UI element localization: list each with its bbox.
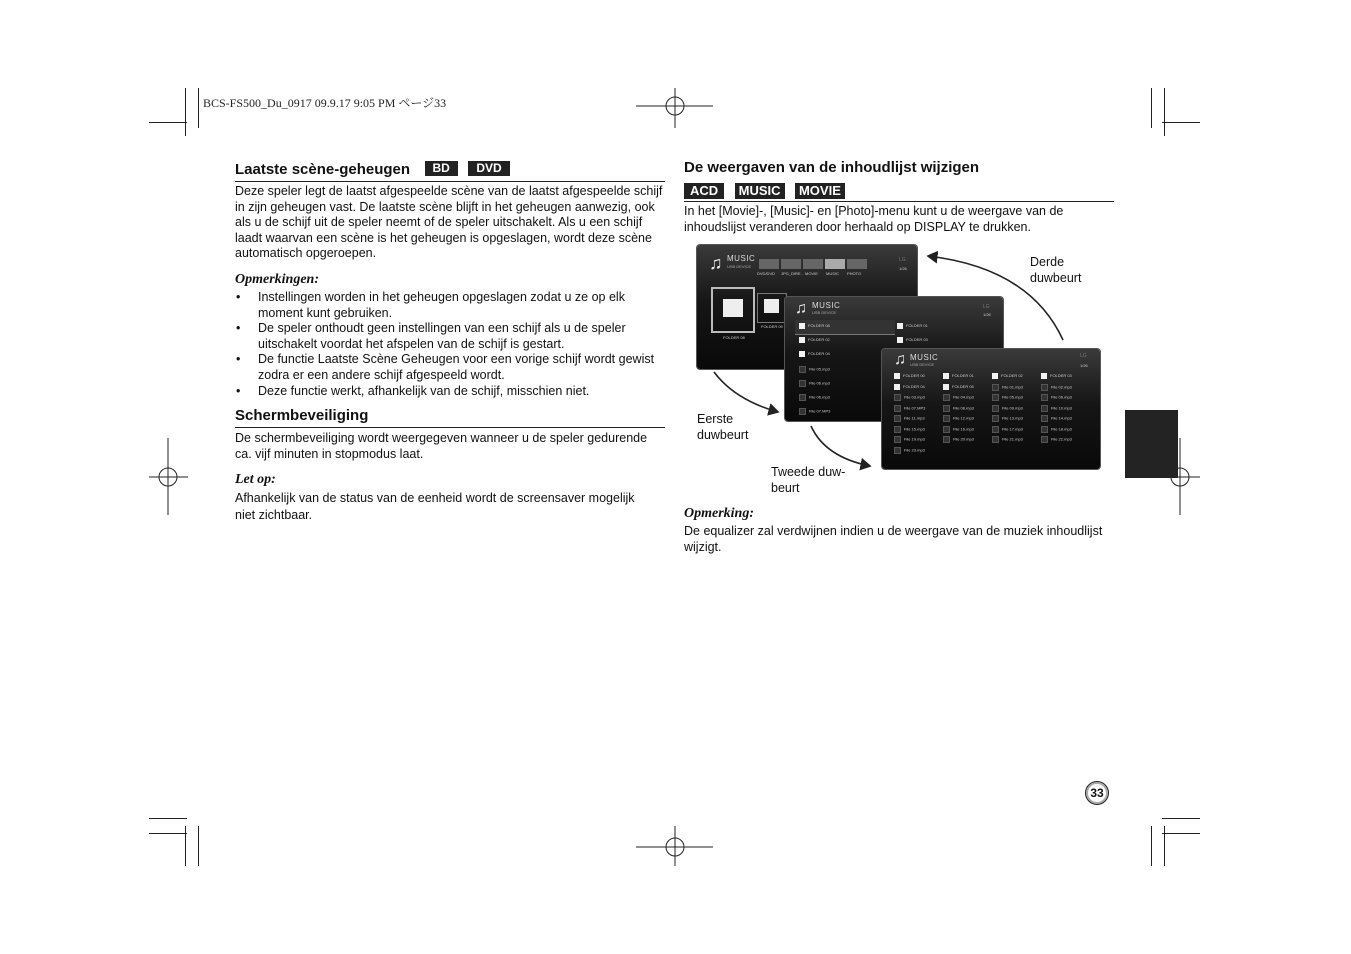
content-list-text: In het [Movie]-, [Music]- en [Photo]-menu kunt u de weergave van de inhoudslijst veranderen door herhaald op DISPLAY te drukken. — [684, 204, 1064, 234]
grid-item: File 10.mp3 — [1041, 405, 1072, 412]
grid-item: File 18.mp3 — [1041, 426, 1072, 433]
list-item: • Instellingen worden in het geheugen opgeslagen zodat u ze op elk moment kunt gebruiken. — [236, 290, 656, 321]
grid-item: File 17.mp3 — [992, 426, 1023, 433]
grid-item: File 08.mp3 — [943, 405, 974, 412]
label-first-press: Eerste duwbeurt — [697, 412, 749, 442]
grid-item: File 04.mp3 — [943, 394, 974, 401]
grid-item: File 06.mp3 — [1041, 394, 1072, 401]
print-header: BCS-FS500_Du_0917 09.9.17 9:05 PM ページ33 — [203, 96, 447, 110]
grid-item: FOLDER 00 — [894, 373, 925, 379]
section-title-last-scene: Laatste scène-geheugen BD DVD — [235, 161, 510, 179]
caution-text: Afhankelijk van de status van de eenheid wordt de screensaver mogelijk niet zichtbaar. — [235, 491, 635, 522]
section-title-content-list: De weergaven van de inhoudlijst wijzigen — [684, 159, 980, 176]
label-second-press: Tweede duw- beurt — [771, 465, 846, 495]
music-note-icon: ♫ — [709, 253, 723, 273]
badge-music: MUSIC — [735, 183, 785, 199]
grid-item: File 05.mp3 — [992, 394, 1023, 401]
badge-dvd: DVD — [468, 161, 509, 176]
badge-movie: MOVIE — [795, 183, 845, 199]
grid-item: File 09.mp3 — [992, 405, 1023, 412]
grid-item: FOLDER 03 — [1041, 373, 1072, 379]
list-item: • Deze functie werkt, afhankelijk van de schijf, misschien niet. — [236, 384, 656, 400]
last-scene-text: Deze speler legt de laatst afgespeelde scène van de laatst afgespeelde schijf in zijn geheugen vast. De laatste scène blijft in het geheugen aanwezig, ook als u de schijf uit de speler neemt of de speler uitschakelt. Als u een schijf laadt waarvan een scène is het geheugen is opgeslagen, wordt deze scène automatisch opgeroepen. — [235, 184, 663, 261]
grid-item: File 03.mp3 — [894, 394, 925, 401]
screensaver-text: De schermbeveiliging wordt weergegeven wanneer u de speler gedurende ca. vijf minuten in stopmodus laat. — [235, 431, 648, 461]
page-number: 33 — [1085, 781, 1109, 805]
grid-item: File 22.mp3 — [1041, 436, 1072, 443]
screen-second-view: ♫ MUSIC USB DEVICE LG 1/26 FOLDER 08 FOLDER 02 FOLDER 04 File 05.mp3 File 06.mp3 File 06.mp3 File 07.MP3 FOLDER 01 FOLDER 03 — [785, 297, 1003, 421]
list-item: • De speler onthoudt geen instellingen van een schijf als u de speler uitschakelt voordat het afspelen van de schijf is gestart. — [236, 321, 656, 352]
list-item: • De functie Laatste Scène Geheugen voor een vorige schijf wordt gewist zodra er een andere schijf afgespeeld wordt. — [236, 352, 656, 383]
grid-item: File 01.mp3 — [992, 384, 1023, 391]
grid-item: File 07.MP3 — [894, 405, 925, 412]
section-title-screensaver: Schermbeveiliging — [235, 407, 369, 424]
grid-item: File 14.mp3 — [1041, 415, 1072, 422]
caution-title: Let op: — [235, 472, 276, 487]
grid-item: File 16.mp3 — [943, 426, 974, 433]
note-title: Opmerking: — [684, 506, 754, 521]
grid-item: File 19.mp3 — [894, 436, 925, 443]
label-third-press: Derde duwbeurt — [1030, 255, 1082, 285]
grid-item: File 02.mp3 — [1041, 384, 1072, 391]
grid-item: File 13.mp3 — [992, 415, 1023, 422]
note-text: De equalizer zal verdwijnen indien u de weergave van de muziek inhoudlijst wijzigt. — [684, 524, 1103, 554]
music-note-icon: ♫ — [894, 351, 906, 368]
grid-item: File 23.mp3 — [894, 447, 925, 454]
grid-item: File 20.mp3 — [943, 436, 974, 443]
music-note-icon: ♫ — [795, 300, 807, 317]
grid-item: FOLDER 05 — [943, 384, 974, 390]
screen-third-view: ♫ MUSIC USB DEVICE LG 1/26 FOLDER 00 FOLDER 04 File 03.mp3 File 07.MP3 File 11.mp3 File 15.mp3 File 19.mp3 File 23.mp3 FOLDER 01 FOLDER 05 File 04.mp3 File 08.mp3 File 12.mp3 File 16.mp3 File 20.mp3 FOLDER 02 File 01.mp3 File 05.mp3 File 09.mp3 File 13.mp3 File 17.mp3 File 21.mp3 FOLDER 03 File 02.mp3 File 06.mp3 File 10.mp3 File 14.mp3 File 18.mp3 File 22.mp3 — [882, 349, 1100, 469]
badge-bd: BD — [425, 161, 458, 176]
grid-item: FOLDER 02 — [992, 373, 1023, 379]
screen-first-view: ♫ MUSIC USB DEVICE DVD/DVD JPG_DIRE.. MOVIE MUSIC PHOTO LG 1/26 FOLDER 08 FOLDER 09 — [697, 245, 917, 369]
grid-item: File 12.mp3 — [943, 415, 974, 422]
grid-item: FOLDER 01 — [943, 373, 974, 379]
grid-item: FOLDER 04 — [894, 384, 925, 390]
notes-title: Opmerkingen: — [235, 272, 319, 287]
badge-acd: ACD — [684, 183, 724, 199]
grid-item: File 15.mp3 — [894, 426, 925, 433]
grid-item: File 11.mp3 — [894, 415, 925, 422]
grid-item: File 21.mp3 — [992, 436, 1023, 443]
